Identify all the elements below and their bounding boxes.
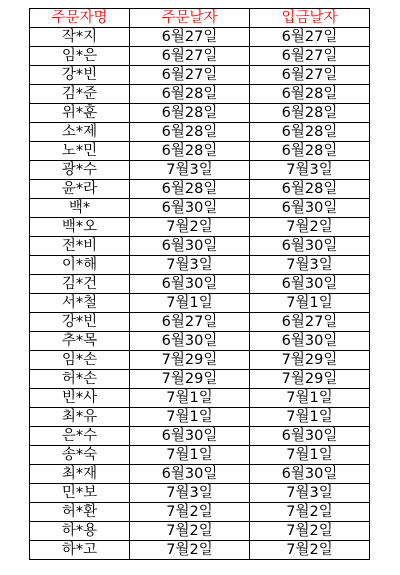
deposit-date-cell: 6월28일 [250, 123, 370, 142]
orderer-name-cell: 서*철 [30, 294, 130, 313]
table-row [30, 313, 370, 332]
deposit-date-cell: 6월30일 [250, 465, 370, 484]
order-date-cell: 7월1일 [130, 294, 250, 313]
deposit-date-cell: 6월30일 [250, 237, 370, 256]
deposit-date-cell: 7월2일 [250, 541, 370, 560]
table-row [30, 85, 370, 104]
orderer-name-cell: 노*민 [30, 142, 130, 161]
deposit-date-cell: 6월28일 [250, 85, 370, 104]
table-row [30, 522, 370, 541]
order-date-cell: 6월30일 [130, 199, 250, 218]
order-date-cell: 6월30일 [130, 427, 250, 446]
deposit-date-cell: 7월1일 [250, 389, 370, 408]
table-row [30, 446, 370, 465]
orderer-name-cell: 임*손 [30, 351, 130, 370]
order-date-cell: 6월27일 [130, 47, 250, 66]
order-date-cell: 6월30일 [130, 237, 250, 256]
order-date-cell: 7월2일 [130, 522, 250, 541]
deposit-date-cell: 6월27일 [250, 313, 370, 332]
order-date-cell: 6월28일 [130, 123, 250, 142]
header-deposit-date: 입금날자 [250, 9, 370, 28]
order-deposit-table [29, 8, 370, 560]
orderer-name-cell: 강*빈 [30, 313, 130, 332]
table-row [30, 199, 370, 218]
header-order-date: 주문날자 [130, 9, 250, 28]
order-date-cell: 7월1일 [130, 446, 250, 465]
table-row [30, 408, 370, 427]
orderer-name-cell: 최*재 [30, 465, 130, 484]
table-row [30, 66, 370, 85]
order-date-cell: 6월30일 [130, 465, 250, 484]
table-row [30, 503, 370, 522]
table-row [30, 332, 370, 351]
orderer-name-cell: 백*오 [30, 218, 130, 237]
orderer-name-cell: 빈*사 [30, 389, 130, 408]
table-row [30, 389, 370, 408]
orderer-name-cell: 소*제 [30, 123, 130, 142]
table-row [30, 161, 370, 180]
deposit-date-cell: 6월30일 [250, 332, 370, 351]
order-date-cell: 6월27일 [130, 313, 250, 332]
deposit-date-cell: 6월27일 [250, 66, 370, 85]
deposit-date-cell: 7월1일 [250, 294, 370, 313]
table-row [30, 484, 370, 503]
table-row [30, 142, 370, 161]
deposit-date-cell: 7월29일 [250, 351, 370, 370]
table-row [30, 47, 370, 66]
orderer-name-cell: 허*손 [30, 370, 130, 389]
order-date-cell: 6월28일 [130, 85, 250, 104]
order-date-cell: 7월29일 [130, 351, 250, 370]
deposit-date-cell: 7월3일 [250, 484, 370, 503]
orderer-name-cell: 김*준 [30, 85, 130, 104]
table-row [30, 294, 370, 313]
deposit-date-cell: 6월28일 [250, 142, 370, 161]
order-date-cell: 7월3일 [130, 161, 250, 180]
deposit-date-cell: 7월3일 [250, 161, 370, 180]
orderer-name-cell: 강*빈 [30, 66, 130, 85]
orderer-name-cell: 이*해 [30, 256, 130, 275]
header-row [30, 9, 370, 28]
table-row [30, 351, 370, 370]
deposit-date-cell: 6월27일 [250, 47, 370, 66]
order-date-cell: 7월2일 [130, 218, 250, 237]
deposit-date-cell: 7월2일 [250, 503, 370, 522]
order-date-cell: 7월3일 [130, 484, 250, 503]
orderer-name-cell: 김*건 [30, 275, 130, 294]
deposit-date-cell: 6월28일 [250, 104, 370, 123]
order-date-cell: 7월2일 [130, 541, 250, 560]
order-date-cell: 6월28일 [130, 104, 250, 123]
order-date-cell: 6월27일 [130, 28, 250, 47]
orderer-name-cell: 추*목 [30, 332, 130, 351]
orderer-name-cell: 허*환 [30, 503, 130, 522]
order-date-cell: 6월30일 [130, 275, 250, 294]
order-date-cell: 7월3일 [130, 256, 250, 275]
orderer-name-cell: 하*고 [30, 541, 130, 560]
deposit-date-cell: 7월29일 [250, 370, 370, 389]
order-date-cell: 6월28일 [130, 142, 250, 161]
orderer-name-cell: 임*은 [30, 47, 130, 66]
orderer-name-cell: 위*훈 [30, 104, 130, 123]
orderer-name-cell: 하*용 [30, 522, 130, 541]
table-row [30, 541, 370, 560]
deposit-date-cell: 7월2일 [250, 218, 370, 237]
orderer-name-cell: 은*수 [30, 427, 130, 446]
deposit-date-cell: 7월1일 [250, 408, 370, 427]
table-row [30, 104, 370, 123]
deposit-date-cell: 7월3일 [250, 256, 370, 275]
deposit-date-cell: 6월30일 [250, 275, 370, 294]
orderer-name-cell: 윤*라 [30, 180, 130, 199]
order-date-cell: 6월27일 [130, 66, 250, 85]
table-row [30, 237, 370, 256]
table-row [30, 465, 370, 484]
order-date-cell: 6월30일 [130, 332, 250, 351]
order-date-cell: 7월1일 [130, 408, 250, 427]
deposit-date-cell: 6월27일 [250, 28, 370, 47]
deposit-date-cell: 7월2일 [250, 522, 370, 541]
orderer-name-cell: 전*비 [30, 237, 130, 256]
table-row [30, 370, 370, 389]
deposit-date-cell: 6월30일 [250, 199, 370, 218]
table-row [30, 275, 370, 294]
deposit-date-cell: 6월28일 [250, 180, 370, 199]
deposit-date-cell: 6월30일 [250, 427, 370, 446]
table-row [30, 218, 370, 237]
table-row [30, 427, 370, 446]
table-row [30, 256, 370, 275]
orderer-name-cell: 민*보 [30, 484, 130, 503]
orderer-name-cell: 백* [30, 199, 130, 218]
table-row [30, 180, 370, 199]
orderer-name-cell: 송*숙 [30, 446, 130, 465]
order-date-cell: 7월2일 [130, 503, 250, 522]
deposit-date-cell: 7월1일 [250, 446, 370, 465]
orderer-name-cell: 최*유 [30, 408, 130, 427]
table-row [30, 28, 370, 47]
table-row [30, 123, 370, 142]
orderer-name-cell: 광*수 [30, 161, 130, 180]
order-date-cell: 6월28일 [130, 180, 250, 199]
order-date-cell: 7월29일 [130, 370, 250, 389]
header-orderer-name: 주문자명 [30, 9, 130, 28]
orderer-name-cell: 작*지 [30, 28, 130, 47]
order-date-cell: 7월1일 [130, 389, 250, 408]
